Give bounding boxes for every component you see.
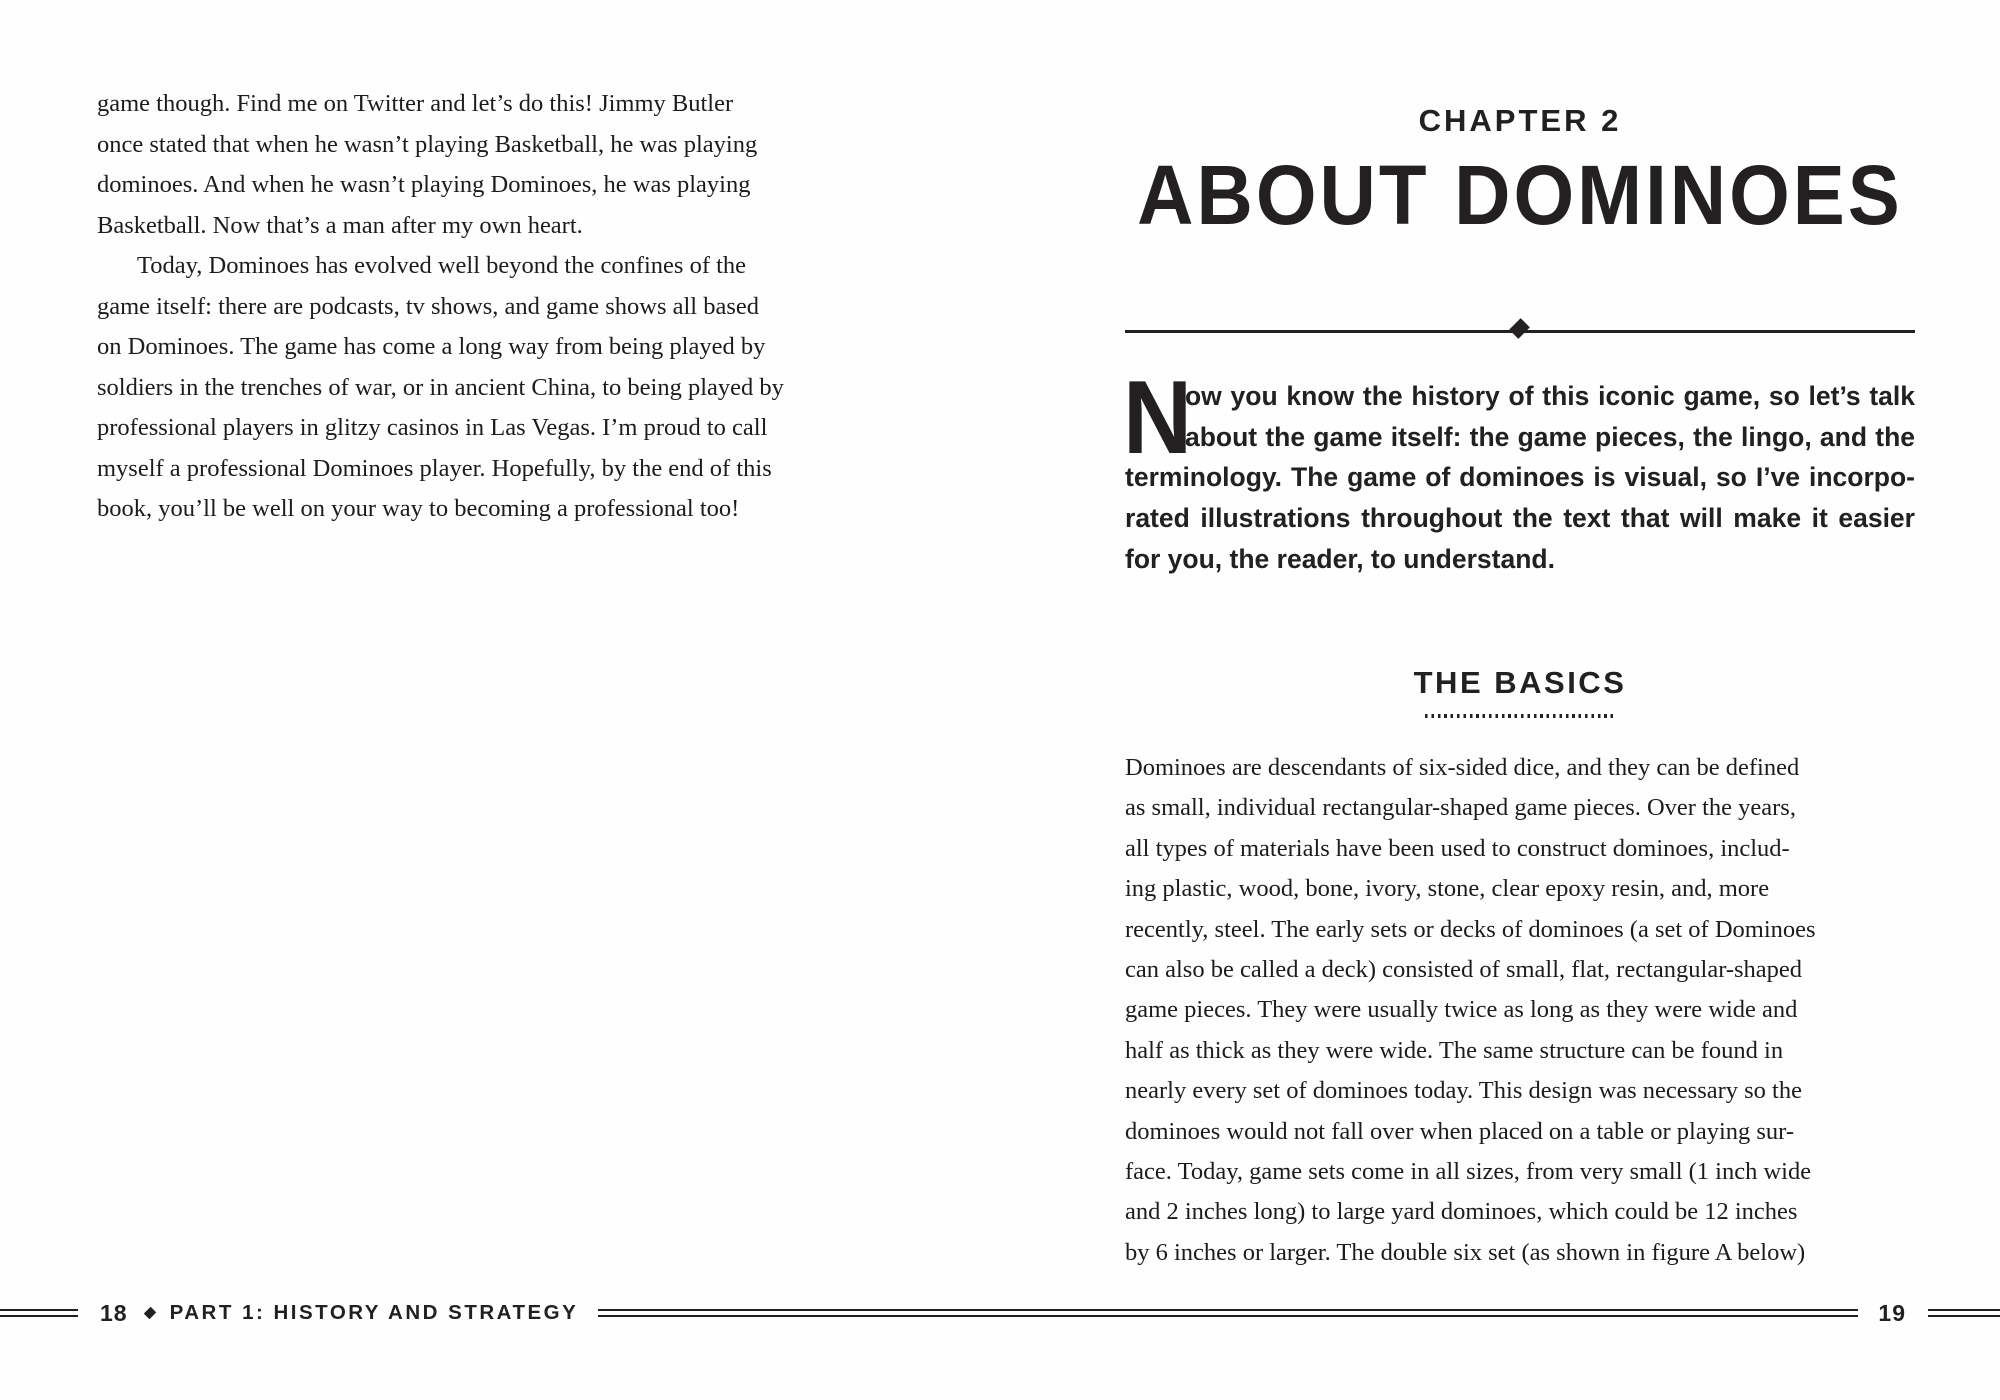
intro-lines — [1125, 376, 1915, 579]
text-line: ing plastic, wood, bone, ivory, stone, clear epoxy resin, and, more — [1125, 875, 1770, 903]
text-line: by 6 inches or larger. The double six set (as shown in figure A below) — [1125, 1238, 1806, 1266]
diamond-icon — [1509, 318, 1530, 339]
text-line: game though. Find me on Twitter and let’s do this! Jimmy Butler — [97, 90, 734, 117]
text-line: professional players in glitzy casinos in Las Vegas. I’m proud to call — [97, 414, 768, 441]
footer — [0, 1294, 2000, 1332]
footer-rule-right — [1928, 1309, 2000, 1317]
text-line: half as thick as they were wide. The same structure can be found in — [1125, 1036, 1784, 1064]
section-heading: THE BASICS — [1413, 665, 1627, 700]
text-line: recently, steel. The early sets or decks of dominoes (a set of Dominoes — [1125, 915, 1816, 943]
text-line: can also be called a deck) consisted of small, flat, rectangular-shaped — [1125, 955, 1803, 983]
text-line: game itself: there are podcasts, tv shows, and game shows all based — [97, 292, 760, 320]
text-line: once stated that when he wasn’t playing Basketball, he was playing — [97, 130, 758, 158]
text-line: face. Today, game sets come in all sizes, from very small (1 inch wide — [1125, 1157, 1812, 1185]
text-line: all types of materials have been used to construct dominoes, includ- — [1125, 834, 1790, 862]
text-line: terminology. The game of dominoes is visual, so I’ve incorpo- — [1125, 462, 1915, 493]
text-line: on Dominoes. The game has come a long way from being played by — [97, 333, 766, 360]
chapter-intro-paragraph — [1123, 360, 1915, 579]
page-number-right: 19 — [1878, 1299, 1906, 1326]
footer-rule-middle — [598, 1309, 1858, 1317]
paragraph — [1125, 748, 1915, 1273]
diamond-separator-icon — [143, 1307, 155, 1319]
paragraph — [97, 246, 902, 530]
chapter-label: CHAPTER 2 — [1418, 103, 1622, 138]
text-line: as small, individual rectangular-shaped game pieces. Over the years, — [1125, 794, 1796, 822]
text-line: Dominoes are descendants of six-sided dice, and they can be defined — [1125, 754, 1800, 781]
text-line: for you, the reader, to understand. — [1125, 543, 1555, 574]
text-line: myself a professional Dominoes player. Hopefully, by the end of this — [97, 454, 772, 482]
footer-rule-left — [0, 1309, 78, 1317]
drop-cap-letter: N — [1123, 360, 1193, 476]
left-page-body — [97, 84, 902, 530]
chapter-title: ABOUT DOMINOES — [1137, 147, 1903, 243]
text-line: and 2 inches long) to large yard dominoes, which could be 12 inches — [1125, 1198, 1798, 1226]
text-line: book, you’ll be well on your way to becoming a professional too! — [97, 495, 740, 522]
running-header-label: PART 1: HISTORY AND STRATEGY — [169, 1301, 579, 1324]
page-number-left: 18 — [100, 1299, 128, 1326]
text-line: Today, Dominoes has evolved well beyond the confines of the — [137, 252, 747, 279]
text-line: dominoes. And when he wasn’t playing Dominoes, he was playing — [97, 171, 751, 198]
text-line: rated illustrations throughout the text that will make it easier — [1125, 503, 1915, 534]
text-line: soldiers in the trenches of war, or in ancient China, to being played by — [97, 373, 784, 401]
text-line: dominoes would not fall over when placed on a table or playing sur- — [1125, 1117, 1795, 1145]
paragraph — [97, 84, 902, 246]
text-line: about the game itself: the game pieces, the lingo, and the — [1185, 421, 1915, 452]
text-line: ow you know the history of this iconic game, so let’s talk — [1185, 381, 1915, 411]
text-line: Basketball. Now that’s a man after my own heart. — [97, 211, 583, 239]
text-line: nearly every set of dominoes today. This design was necessary so the — [1125, 1077, 1802, 1105]
dotted-underline-rule — [1425, 714, 1615, 718]
chapter-divider-rule — [1125, 330, 1915, 333]
text-line: game pieces. They were usually twice as long as they were wide and — [1125, 996, 1798, 1024]
